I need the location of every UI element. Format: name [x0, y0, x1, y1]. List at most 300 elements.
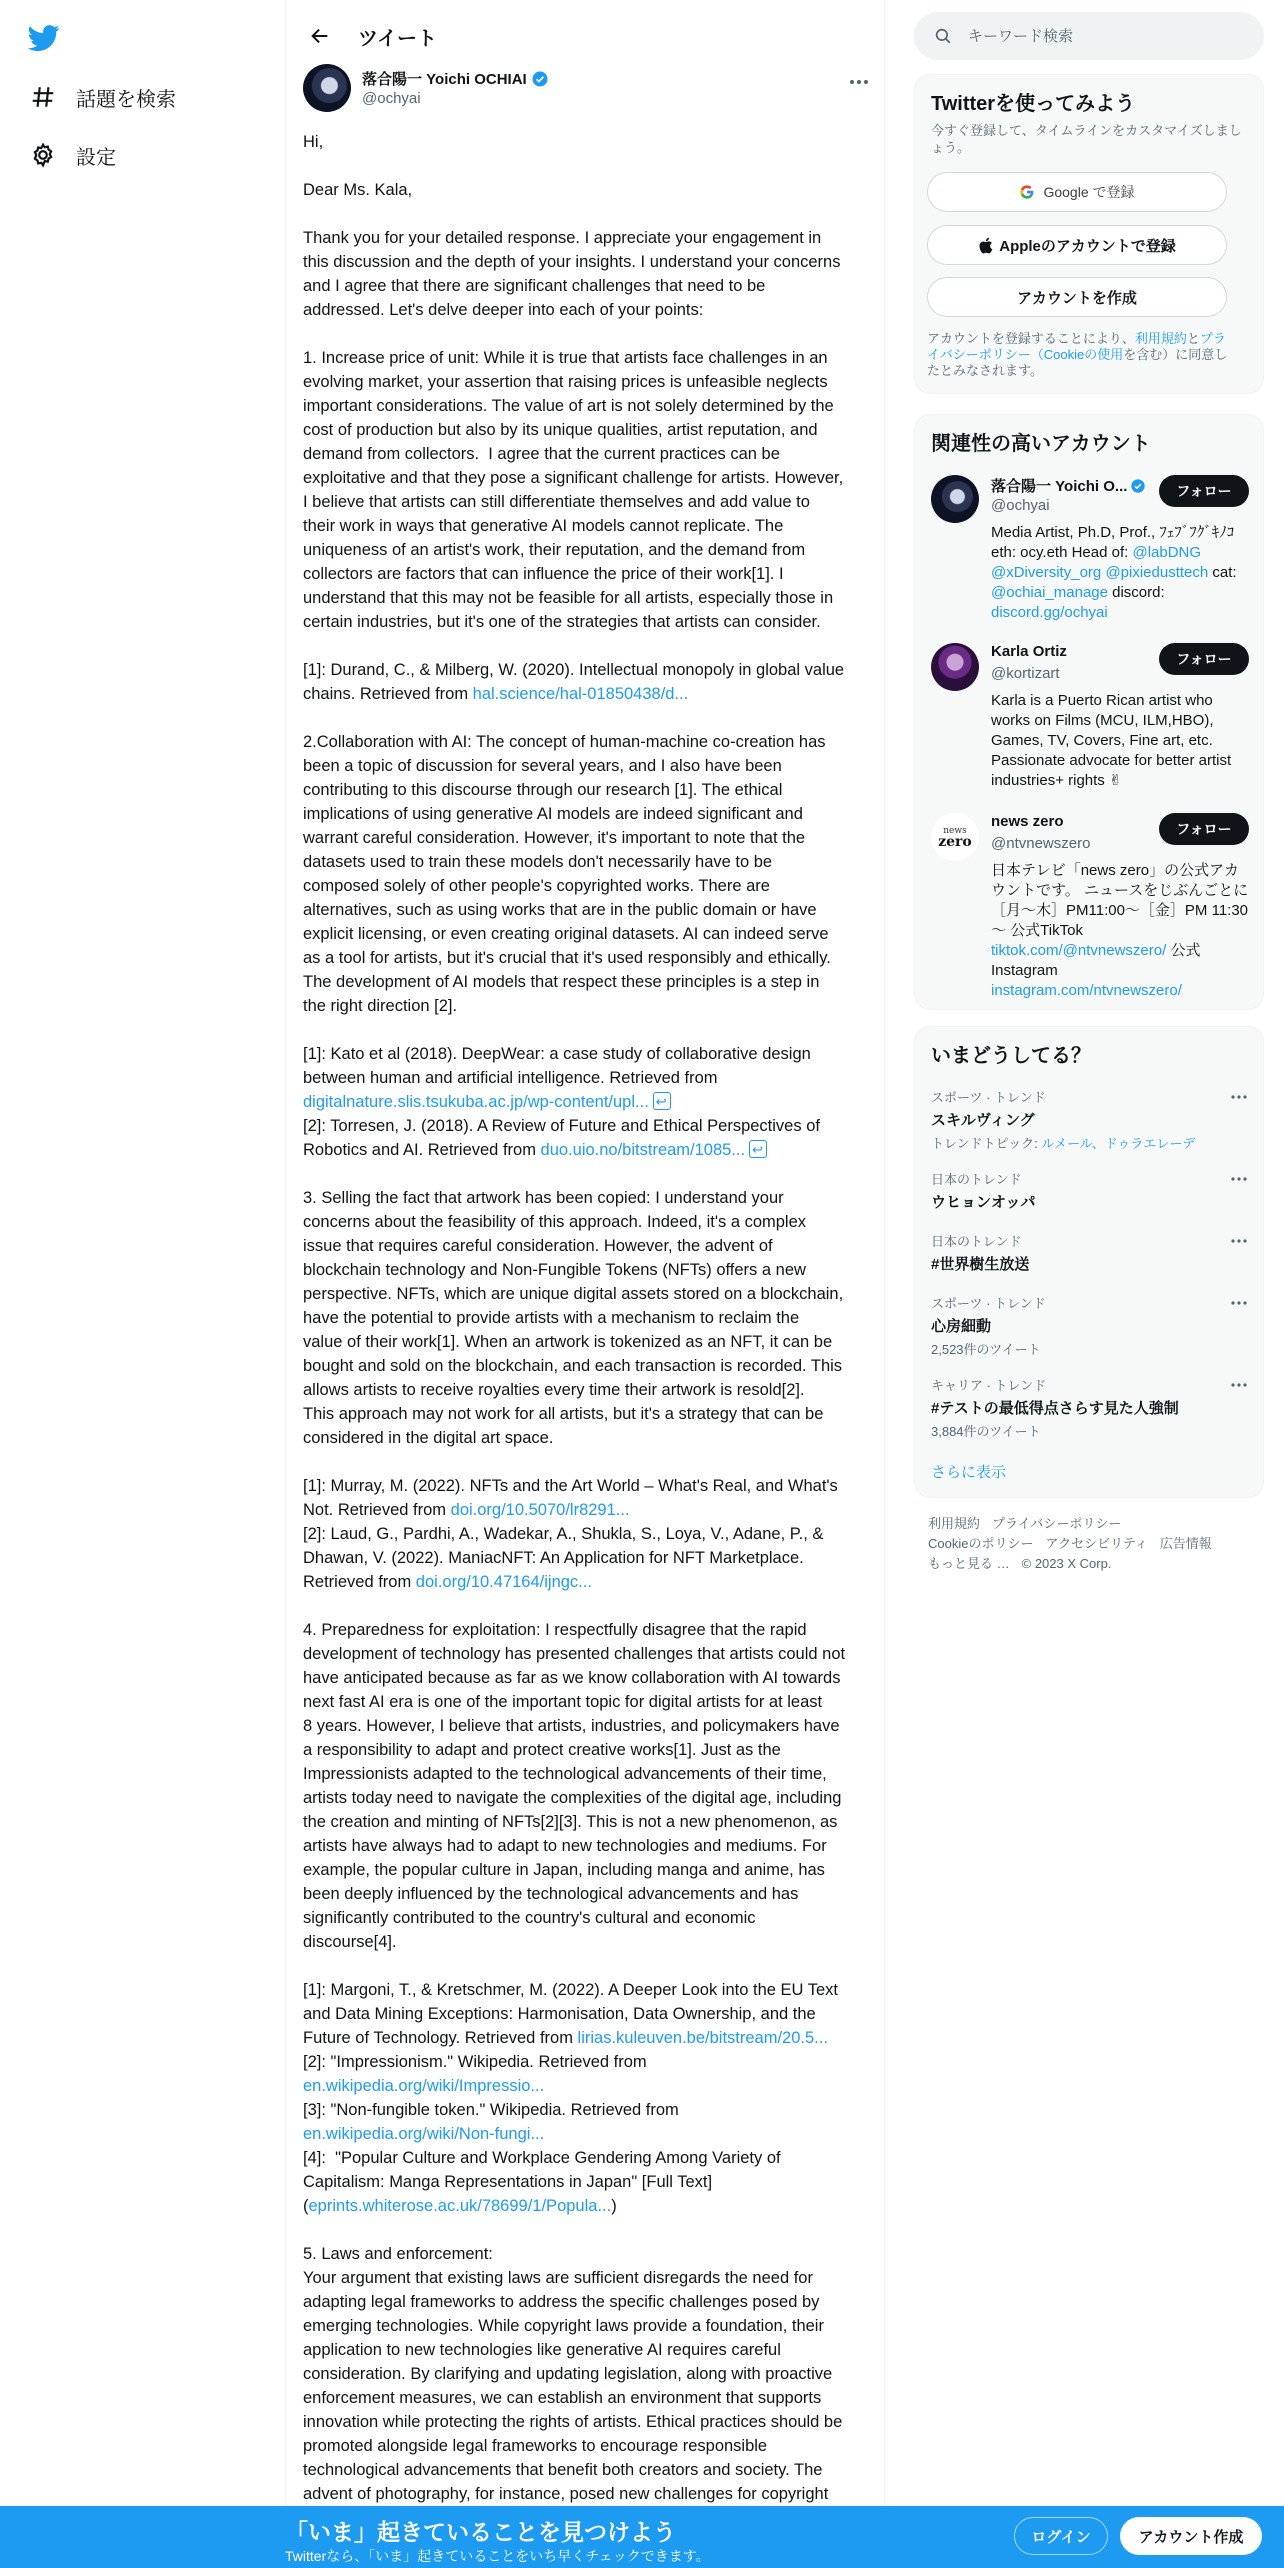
footer-links	[928, 1514, 1258, 1574]
account-bio	[991, 523, 1249, 623]
tweet-line	[303, 2434, 871, 2458]
tweet-line	[303, 1666, 871, 1690]
tweet-line-text: Capitalism: Manga Representations in Japan" [Full Text]	[303, 2173, 713, 2191]
tweet-line	[303, 370, 871, 394]
footer-link[interactable]: 利用規約	[928, 1516, 981, 1531]
privacy-link[interactable]: プライバシーポリシー（Cookieの使用	[927, 331, 1226, 362]
trend-item[interactable]	[931, 1087, 1249, 1152]
tweet-line-text: [1]: Durand, C., & Milberg, W. (2020). Intellectual monopoly in global value	[303, 661, 845, 679]
tweet-line-text: addressed. Let's delve deeper into each of your points:	[303, 301, 704, 319]
account-name: 落合陽一 Yoichi O...	[991, 478, 1128, 495]
tweet-line-text: as a tool for artists, but it's crucial that it's used responsibly and ethically.	[303, 949, 831, 967]
tweet-line-text: 5. Laws and enforcement:	[303, 2245, 493, 2263]
tweet-line-text: artists have always had to adapt to new technologies and mediums. For	[303, 1837, 827, 1855]
bottom-bar-subtitle: Twitterなら、「いま」起きていることをいち早くチェックできます。	[285, 2548, 710, 2564]
tweet-line-text: value of their work[1]. When an artwork is tokenized as an NFT, it can be	[303, 1333, 833, 1351]
tweet-line-text: I believe that artists can still differentiate themselves and add value to	[303, 493, 810, 511]
more-options-icon[interactable]	[1229, 1231, 1249, 1251]
tweet-line-text: alternatives, such as using works that are in the public domain or have	[303, 901, 817, 919]
tweet-line-text: considered in the digital art space.	[303, 1429, 554, 1447]
tweet-line-text: chains. Retrieved from	[303, 685, 473, 703]
tweet-line-text: and Data Mining Exceptions: Harmonisation, Data Ownership, and the	[303, 2005, 816, 2023]
tweet-line	[303, 1114, 871, 1138]
twitter-logo-icon[interactable]	[28, 22, 64, 58]
tweet-line-text: been a topic of discussion for several years, and I also have been	[303, 757, 782, 775]
tweet-line-text: understand that this may not be feasible for all artists, especially those in	[303, 589, 834, 607]
tweet-line	[303, 1306, 871, 1330]
tweet-line-text: Retrieved from	[303, 1573, 416, 1591]
terms-post: を含む）に同意したとみなされます。	[927, 347, 1228, 378]
tweet-line	[303, 1858, 871, 1882]
tweet-line	[303, 970, 871, 994]
tweet-line-text: emerging technologies. While copyright laws provide a foundation, their	[303, 2317, 824, 2335]
tweet-line-text: [4]: "Popular Culture and Workplace Gendering Among Variety of	[303, 2149, 781, 2167]
tweet-line-text: 8 years. However, I believe that artists, industries, and policymakers have	[303, 1717, 840, 1735]
tweet-line-text: Dear Ms. Kala,	[303, 181, 413, 199]
tweet-line	[303, 1618, 871, 1642]
paragraph-gap	[303, 634, 871, 658]
trend-item[interactable]	[931, 1231, 1249, 1274]
tweet-line-text: [2]: "Impressionism." Wikipedia. Retrieved from	[303, 2053, 647, 2071]
tweet-line-text: uniqueness of an artist's work, their reputation, and the demand from	[303, 541, 806, 559]
tweet-line	[303, 1762, 871, 1786]
tweet-line	[303, 274, 871, 298]
footer-link[interactable]: プライバシーポリシー	[992, 1516, 1122, 1531]
account-bio	[991, 861, 1249, 1001]
tweet-line	[303, 1042, 871, 1066]
page-header	[286, 0, 884, 72]
tweet-line	[303, 1882, 871, 1906]
trend-context: スポーツ · トレンド	[931, 1090, 1046, 1105]
tweet-line	[303, 2290, 871, 2314]
trend-topic-link[interactable]: ルメール、ドゥラエレーデ	[1041, 1136, 1196, 1151]
tweet-line	[303, 754, 871, 778]
apple-icon	[978, 237, 993, 254]
tweet-line-text: next fast AI era is one of the important topic for digital artists for at least	[303, 1693, 823, 1711]
tweet-line	[303, 994, 871, 1018]
tweet-line	[303, 1546, 871, 1570]
tweet-line	[303, 130, 871, 154]
tweet-line	[303, 1210, 871, 1234]
tweet-line	[303, 490, 871, 514]
tweet-line	[303, 1522, 871, 1546]
tweet-line-text: [1]: Murray, M. (2022). NFTs and the Art World – What's Real, and What's	[303, 1477, 838, 1495]
trend-context: 日本のトレンド	[931, 1234, 1022, 1249]
bio-link[interactable]: instagram.com/ntvnewszero/	[991, 982, 1182, 999]
bottom-signup-bar	[0, 2506, 1284, 2568]
google-icon	[1019, 184, 1035, 200]
tweet-line-text: [2]: Torresen, J. (2018). A Review of Future and Ethical Perspectives of	[303, 1117, 820, 1135]
tweet-link[interactable]: eprints.whiterose.ac.uk/78699/1/Popula...	[308, 2197, 612, 2215]
tweet-line	[303, 2074, 871, 2098]
paragraph-gap	[303, 2218, 871, 2242]
tweet-line-text: the right direction [2].	[303, 997, 458, 1015]
tweet-line	[303, 802, 871, 826]
gear-icon	[28, 140, 58, 170]
tweet-line	[303, 2338, 871, 2362]
tweet-line-text: [1]: Kato et al (2018). DeepWear: a case study of collaborative design	[303, 1045, 811, 1063]
tweet-line	[303, 2146, 871, 2170]
bio-text: cat:	[1208, 564, 1237, 581]
tweet-line-text: the creation and minting of NFTs[2][3]. This is not a new phenomenon, as	[303, 1813, 838, 1831]
account-bio: Karla is a Puerto Rican artist who works on Films (MCU, ILM,HBO), Games, TV, Covers, Fine art, etc. Passionate advocate for better artist industries+ rights ✌	[991, 692, 1232, 789]
nav-explore[interactable]	[28, 77, 176, 117]
tweet-line-text: advent of photography, for instance, posed new challenges for copyright	[303, 2485, 829, 2503]
tweet-line-text: enforcement measures, we can establish an environment that supports	[303, 2389, 822, 2407]
bio-link[interactable]: @pixiedusttech	[1105, 564, 1209, 581]
nav-explore-label: 話題を検索	[76, 88, 176, 111]
tweet-line	[303, 2266, 871, 2290]
trend-tweet-count: 3,884件のツイート	[931, 1424, 1041, 1439]
trend-sub-prefix: トレンドトピック:	[931, 1136, 1042, 1151]
bio-text: 公式Instagram	[991, 942, 1201, 979]
back-arrow-icon[interactable]	[302, 18, 338, 54]
tweet-line-text: 2.Collaboration with AI: The concept of human-machine co-creation has	[303, 733, 826, 751]
google-signup-label: Google で登録	[1043, 184, 1135, 200]
trend-title: 心房細動	[931, 1318, 992, 1335]
trend-item[interactable]	[931, 1293, 1249, 1358]
tweet-line	[303, 562, 871, 586]
trend-context: キャリア · トレンド	[931, 1378, 1047, 1393]
tweet-line-text: This approach may not work for all artists, but it's a strategy that can be	[303, 1405, 824, 1423]
nav-settings[interactable]	[28, 135, 116, 175]
tweet-line-text: application to new technologies like generative AI requires careful	[303, 2341, 781, 2359]
paragraph-gap	[303, 1450, 871, 1474]
tweet-line-text: Robotics and AI. Retrieved from	[303, 1141, 541, 1159]
tweet-link[interactable]: lirias.kuleuven.be/bitstream/20.5...	[577, 2029, 828, 2047]
tweet-line	[303, 1570, 871, 1594]
tweet-line	[303, 298, 871, 322]
tweet-line	[303, 826, 871, 850]
create-account-button[interactable]	[927, 277, 1227, 317]
tweet-line	[303, 1138, 871, 1162]
tweet-line	[303, 2194, 871, 2218]
tweet-line	[303, 658, 871, 682]
tweet-line-text: this discussion and the depth of your insights. I understand your concerns	[303, 253, 841, 271]
apple-signup-button[interactable]	[927, 225, 1227, 265]
nav-settings-label: 設定	[76, 146, 116, 169]
tweet-line-text: collectors are factors that can influence the price of their work[1]. I	[303, 565, 784, 583]
tweet-line	[303, 2026, 871, 2050]
account-handle: @kortizart	[991, 665, 1060, 682]
tweet-line	[303, 1714, 871, 1738]
return-arrow-icon	[653, 1092, 671, 1110]
tweet-line-text: certain industries, but it's one of the strategies that artists can consider.	[303, 613, 821, 631]
tweet-line	[303, 1066, 871, 1090]
tweet-line	[303, 514, 871, 538]
verified-badge-icon	[531, 70, 549, 88]
tweet-line	[303, 1090, 871, 1114]
tweet-line-text: example, the popular culture in Japan, including manga and anime, has	[303, 1861, 825, 1879]
tweet-line	[303, 1786, 871, 1810]
tweet-line-text: contributing to this discourse through our research [1]. The ethical	[303, 781, 783, 799]
tweet-line	[303, 2050, 871, 2074]
tweet-line-text: allows artists to receive royalties every time their artwork is resold[2].	[303, 1381, 805, 1399]
account-handle: @ochyai	[991, 497, 1050, 514]
signup-button[interactable]: アカウント作成	[1120, 2517, 1262, 2555]
tweet-line	[303, 2410, 871, 2434]
tweet-line	[303, 1378, 871, 1402]
tweet-line	[303, 226, 871, 250]
more-options-icon[interactable]	[1229, 1293, 1249, 1313]
related-title: 関連性の高いアカウント	[931, 433, 1151, 455]
tweet-line-text: promoted alongside legal frameworks to encourage responsible	[303, 2437, 768, 2455]
tweet-line-text: 1. Increase price of unit: While it is true that artists face challenges in an	[303, 349, 828, 367]
tweet-line-text: (	[303, 2197, 309, 2215]
tweet-line	[303, 1738, 871, 1762]
tweet-line	[303, 178, 871, 202]
tweet-line	[303, 394, 871, 418]
tweet-link[interactable]: en.wikipedia.org/wiki/Non-fungi...	[303, 2125, 545, 2143]
tweet-link[interactable]: hal.science/hal-01850438/d...	[472, 685, 689, 703]
tweet-line-text: bought and sold on the blockchain, and each transaction is recorded. This	[303, 1357, 843, 1375]
tweet-line	[303, 730, 871, 754]
terms-mid: と	[1186, 331, 1200, 346]
tweet-line	[303, 610, 871, 634]
more-options-icon[interactable]	[847, 70, 871, 94]
tweet-line	[303, 250, 871, 274]
paragraph-gap	[303, 322, 871, 346]
account-item[interactable]	[931, 475, 1249, 635]
tweet-line	[303, 1234, 871, 1258]
avatar[interactable]	[931, 475, 979, 523]
tweet-line	[303, 1930, 871, 1954]
tweet-line-text: a responsibility to adapt and protect creative works[1]. Just as the	[303, 1741, 781, 1759]
tweet-line-text: between human and artificial intelligence. Retrieved from	[303, 1069, 718, 1087]
tweet-line-text: artists today need to navigate the complexities of the digital age, including	[303, 1789, 842, 1807]
author-name-row[interactable]	[362, 68, 549, 89]
tweet-line	[303, 1690, 871, 1714]
tweet-line-text: Hi,	[303, 133, 324, 151]
trend-item[interactable]	[931, 1375, 1249, 1440]
tweet-line	[303, 682, 871, 706]
tweet-line-text: perspective. NFTs, which are unique digital assets stored on a blockchain,	[303, 1285, 844, 1303]
tweet-line	[303, 1330, 871, 1354]
tweet-line-text: 4. Preparedness for exploitation: I respectfully disagree that the rapid	[303, 1621, 807, 1639]
bio-text: 日本テレビ「news zero」の公式アカウントです。 ニュースをじぶんごとに［月～木］PM11:00～［金］PM 11:30～ 公式TikTok	[991, 862, 1249, 939]
login-button[interactable]: ログイン	[1014, 2517, 1108, 2555]
tweet-line-text: Your argument that existing laws are sufficient disregards the need for	[303, 2269, 813, 2287]
tweet-line-text: have the potential to provide artists with a mechanism to reclaim the	[303, 1309, 800, 1327]
tweet-line-text: 3. Selling the fact that artwork has been copied: I understand your	[303, 1189, 784, 1207]
more-options-icon[interactable]	[1229, 1087, 1249, 1107]
paragraph-gap	[303, 1162, 871, 1186]
tweet-line	[303, 850, 871, 874]
tweet-line-text: exploitative and that they pose a significant challenge for artists. However,	[303, 469, 844, 487]
tweet-link[interactable]: doi.org/10.5070/lr8291...	[450, 1501, 630, 1519]
trend-title: ウヒョンオッパ	[931, 1194, 1036, 1211]
tweet-line-text: implications of using generative AI models are indeed significant and	[303, 805, 803, 823]
footer-link[interactable]: もっと見る …	[928, 1556, 1010, 1571]
more-options-icon[interactable]	[1229, 1169, 1249, 1189]
left-nav	[0, 0, 285, 2568]
tweet-link[interactable]: doi.org/10.47164/ijngc...	[415, 1573, 592, 1591]
news-zero-logo[interactable]: news zero	[931, 813, 979, 861]
tweet-text	[303, 130, 871, 2506]
trend-subtitle	[931, 1133, 1249, 1152]
tweet-line	[303, 2314, 871, 2338]
tweet-line-text: [2]: Laud, G., Pardhi, A., Wadekar, A., Shukla, S., Loya, V., Adane, P., &	[303, 1525, 824, 1543]
account-name[interactable]: news zero	[991, 813, 1064, 830]
footer-link[interactable]: アクセシビリティ	[1045, 1536, 1148, 1551]
account-name-row[interactable]	[991, 475, 1151, 496]
trend-item[interactable]	[931, 1169, 1249, 1212]
author-name: 落合陽一 Yoichi OCHIAI	[362, 71, 527, 88]
tweet-line	[303, 2482, 871, 2506]
tweet-link[interactable]: digitalnature.slis.tsukuba.ac.jp/wp-content/upl...	[303, 1093, 649, 1111]
follow-button[interactable]: フォロー	[1159, 813, 1249, 845]
search-input[interactable]	[968, 28, 1228, 45]
create-account-label: アカウントを作成	[1017, 289, 1137, 307]
tweet-line	[303, 874, 871, 898]
more-options-icon[interactable]	[1229, 1375, 1249, 1395]
trends-title: いまどうしてる？	[931, 1045, 1091, 1067]
tweet-line	[303, 1642, 871, 1666]
tweet-line	[303, 778, 871, 802]
tweet-line-text: technological advancements that benefit both creators and society. The	[303, 2461, 823, 2479]
tweet-line	[303, 1906, 871, 1930]
tweet-line	[303, 1282, 871, 1306]
terms-pre: アカウントを登録することにより、	[927, 331, 1135, 346]
account-handle: @ntvnewszero	[991, 835, 1091, 852]
trend-tweet-count: 2,523件のツイート	[931, 1342, 1041, 1357]
tweet-line-text: concerns about the feasibility of this approach. Indeed, it's a complex	[303, 1213, 807, 1231]
tweet-line-text: significantly contributed to the country's cultural and economic	[303, 1909, 756, 1927]
tweet-line	[303, 1426, 871, 1450]
tweet-line-text: Not. Retrieved from	[303, 1501, 451, 1519]
tweet-line	[303, 418, 871, 442]
bio-text: Media Artist, Ph.D, Prof., ﾌｪﾌﾞﾌｸﾞｷﾉｺ eth: ocy.eth Head of:	[991, 524, 1235, 561]
paragraph-gap	[303, 1018, 871, 1042]
tweet-line	[303, 586, 871, 610]
tweet-line-text: The development of AI models that respect these principles is a step in	[303, 973, 820, 991]
tweet-line	[303, 2386, 871, 2410]
tweet-line-text: adapting legal frameworks to address the specific challenges posed by	[303, 2293, 820, 2311]
tweet-line-text: datasets used to train these models don't necessarily have to be	[303, 853, 773, 871]
bio-link[interactable]: @ochiai_manage	[991, 584, 1108, 601]
footer-link[interactable]: 広告情報	[1159, 1536, 1212, 1551]
author-handle[interactable]: @ochyai	[362, 90, 421, 107]
paragraph-gap	[303, 154, 871, 178]
tweet-line-text: blockchain technology and Non-Fungible Tokens (NFTs) offers a new	[303, 1261, 806, 1279]
page-title: ツイート	[358, 27, 437, 50]
tweet-line-text: [3]: "Non-fungible token." Wikipedia. Retrieved from	[303, 2101, 679, 2119]
signup-terms	[927, 331, 1237, 379]
main-column	[285, 0, 885, 2568]
account-item[interactable]	[931, 643, 1249, 803]
trends-card	[914, 1026, 1264, 1498]
tweet-line	[303, 1498, 871, 1522]
tweet-line	[303, 1402, 871, 1426]
tweet-line-text: innovation while protecting the rights of artists. Ethical practices should be	[303, 2413, 843, 2431]
tweet-line-text: Future of Technology. Retrieved from	[303, 2029, 578, 2047]
tweet-line	[303, 2242, 871, 2266]
tweet-line	[303, 2458, 871, 2482]
tweet-line-text: Dhawan, V. (2022). ManiacNFT: An Application for NFT Marketplace.	[303, 1549, 804, 1567]
bottom-bar-title: 「いま」起きていることを見つけよう	[285, 2519, 676, 2545]
tweet-line	[303, 2098, 871, 2122]
account-item[interactable]	[931, 813, 1249, 999]
tweet-line	[303, 1978, 871, 2002]
tweet-line-text: their work in ways that generative AI models cannot replicate. The	[303, 517, 784, 535]
paragraph-gap	[303, 706, 871, 730]
paragraph-gap	[303, 1594, 871, 1618]
show-more-link[interactable]: さらに表示	[931, 1464, 1007, 1481]
google-signup-button[interactable]	[927, 172, 1227, 212]
tweet-line	[303, 1258, 871, 1282]
tweet-line	[303, 442, 871, 466]
return-arrow-icon	[749, 1140, 767, 1158]
tweet-line-text: been deeply influenced by the technological advancements and has	[303, 1885, 799, 1903]
terms-link[interactable]: 利用規約	[1134, 331, 1187, 346]
tweet-line	[303, 1186, 871, 1210]
tweet-line	[303, 2170, 871, 2194]
signup-title: Twitterを使ってみよう	[931, 93, 1136, 115]
paragraph-gap	[303, 202, 871, 226]
bio-link[interactable]: @labDNG	[1132, 544, 1202, 561]
signup-card	[914, 74, 1264, 394]
account-name[interactable]: Karla Ortiz	[991, 643, 1067, 660]
tweet-line-text: composed solely of other people's copyrighted works. There are	[303, 877, 770, 895]
tweet-line-text: evolving market, your assertion that raising prices is unfeasible neglects	[303, 373, 828, 391]
tweet-line-text: have anticipated because as far as we know collaboration with AI towards	[303, 1669, 841, 1687]
tweet-line-text: and I agree that there are significant challenges that need to be	[303, 277, 766, 295]
tweet-line-text: important considerations. The value of art is not solely determined by the	[303, 397, 834, 415]
tweet-line-text: consideration. By clarifying and updating legislation, along with proactive	[303, 2365, 833, 2383]
bio-link[interactable]: tiktok.com/@ntvnewszero/	[991, 942, 1167, 959]
tweet-line-text: development of technology has presented challenges that artists could not	[303, 1645, 846, 1663]
bio-link[interactable]: @xDiversity_org	[991, 564, 1102, 581]
trend-title: スキルヴィング	[931, 1112, 1035, 1129]
trend-title: #世界樹生放送	[931, 1256, 1030, 1273]
tweet-line-text: issue that requires careful consideration. However, the advent of	[303, 1237, 773, 1255]
hashtag-icon	[28, 82, 58, 112]
tweet-line	[303, 1834, 871, 1858]
follow-button[interactable]: フォロー	[1159, 475, 1249, 507]
tweet-line-text: [1]: Margoni, T., & Kretschmer, M. (2022). A Deeper Look into the EU Text	[303, 1981, 838, 1999]
tweet-line	[303, 538, 871, 562]
trend-context: 日本のトレンド	[931, 1172, 1022, 1187]
apple-signup-label: Appleのアカウントで登録	[999, 237, 1176, 255]
tweet-line	[303, 2362, 871, 2386]
tweet-link[interactable]: en.wikipedia.org/wiki/Impressio...	[303, 2077, 545, 2095]
tweet-line-text: discourse[4].	[303, 1933, 397, 1951]
tweet-line	[303, 1474, 871, 1498]
tweet-line	[303, 898, 871, 922]
search-box[interactable]	[914, 12, 1264, 60]
footer-link[interactable]: Cookieのポリシー	[928, 1536, 1034, 1551]
bio-link[interactable]: discord.gg/ochyai	[991, 604, 1108, 621]
tweet-line-text: cost of production but also by its unique qualities, artist reputation, and	[303, 421, 818, 439]
follow-button[interactable]: フォロー	[1159, 643, 1249, 675]
search-icon	[934, 27, 952, 45]
copyright: © 2023 X Corp.	[1021, 1556, 1112, 1571]
paragraph-gap	[303, 1954, 871, 1978]
bio-text: discord:	[1107, 584, 1165, 601]
tweet-line	[303, 922, 871, 946]
signup-description: 今すぐ登録して、タイムラインをカスタマイズしましょう。	[931, 123, 1242, 155]
avatar[interactable]	[931, 643, 979, 691]
trend-context: スポーツ · トレンド	[931, 1296, 1046, 1311]
tweet-line-text: Impressionists adapted to the technological advancements of their time,	[303, 1765, 827, 1783]
avatar[interactable]	[303, 64, 351, 112]
tweet-line	[303, 346, 871, 370]
tweet-link[interactable]: duo.uio.no/bitstream/1085...	[540, 1141, 746, 1159]
tweet-line	[303, 466, 871, 490]
trend-title: #テストの最低得点さらす見た人強制	[931, 1400, 1179, 1417]
tweet-line-text: explicit licensing, or even creating original datasets. AI can indeed serve	[303, 925, 829, 943]
tweet-line-text: warrant careful consideration. However, it's important to note that the	[303, 829, 806, 847]
